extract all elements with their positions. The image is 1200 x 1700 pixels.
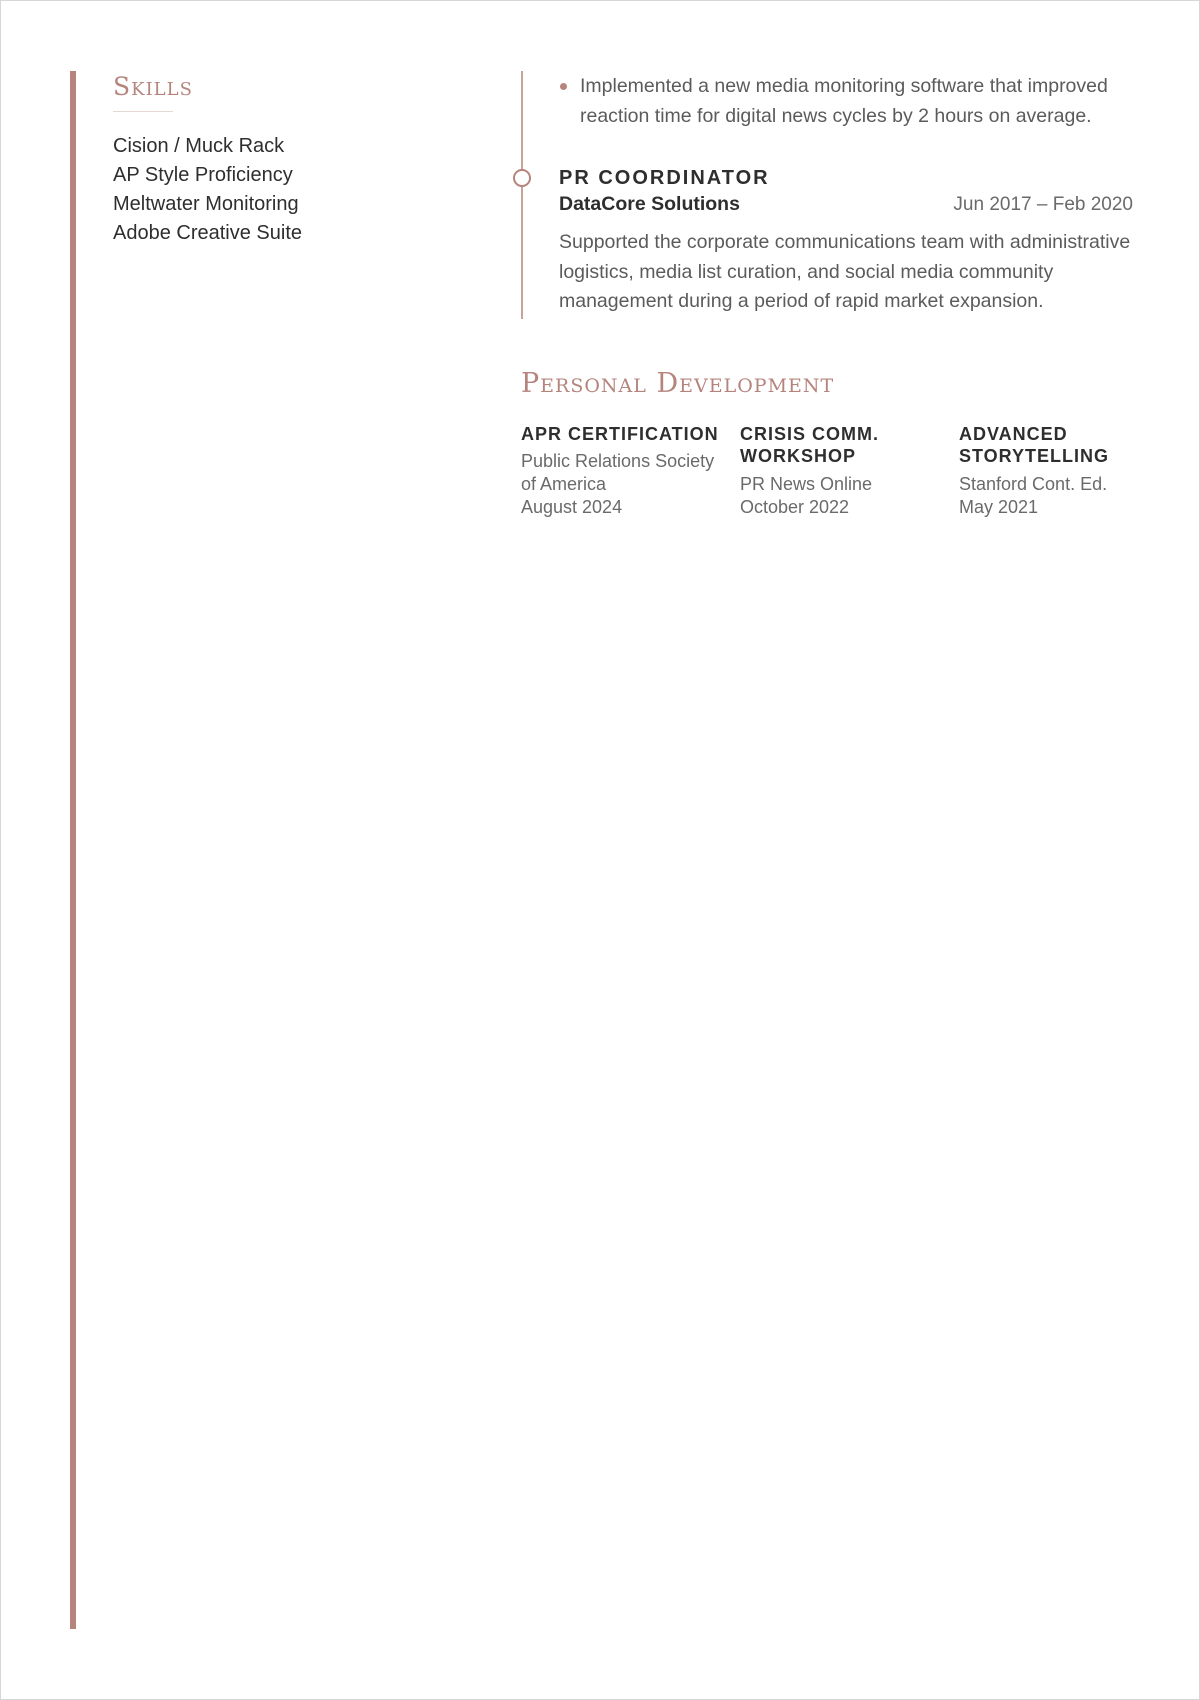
experience-bullet: [559, 71, 1133, 131]
bullet-dot-icon: [560, 83, 567, 90]
development-title: APR CERTIFICATION: [521, 423, 719, 444]
development-item: [740, 423, 959, 520]
skill-item: Cision / Muck Rack: [113, 135, 285, 157]
experience-bullets: [559, 71, 1133, 131]
job-description: Supported the corporate communications team with administrative logistics, media list curation, and social media community management during a period of rapid market expansion.: [559, 231, 1131, 312]
skill-item: Meltwater Monitoring: [113, 193, 299, 215]
main-column: [521, 71, 1133, 519]
sidebar: [113, 71, 453, 248]
skills-divider: [113, 111, 173, 112]
development-item: [959, 423, 1178, 520]
timeline-node-icon: [513, 169, 531, 187]
job-meta: [559, 191, 1133, 218]
skill-item: AP Style Proficiency: [113, 164, 293, 186]
job-title: PR COORDINATOR: [559, 167, 770, 189]
development-date: May 2021: [959, 496, 1039, 517]
development-organization: Public Relations Society of America: [521, 451, 715, 494]
personal-development-heading: Personal Development: [521, 367, 835, 399]
job-dates: Jun 2017 – Feb 2020: [953, 194, 1133, 215]
experience-timeline: [521, 71, 1133, 319]
development-date: October 2022: [740, 496, 850, 517]
bullet-text: Implemented a new media monitoring software that improved reaction time for digital news cycles by 2 hours on average.: [580, 75, 1108, 127]
development-item: [521, 423, 740, 520]
skill-item: Adobe Creative Suite: [113, 222, 303, 244]
job-entry: [559, 165, 1133, 317]
skills-heading: Skills: [113, 72, 193, 101]
skills-list: [113, 132, 453, 248]
development-date: August 2024: [521, 497, 623, 517]
job-company: DataCore Solutions: [559, 193, 740, 215]
development-title: CRISIS COMM. WORKSHOP: [740, 423, 880, 466]
development-organization: Stanford Cont. Ed.: [959, 473, 1108, 494]
accent-bar: [70, 71, 76, 1629]
personal-development-grid: [521, 423, 1133, 520]
development-organization: PR News Online: [740, 473, 873, 494]
development-title: ADVANCED STORYTELLING: [959, 423, 1110, 466]
